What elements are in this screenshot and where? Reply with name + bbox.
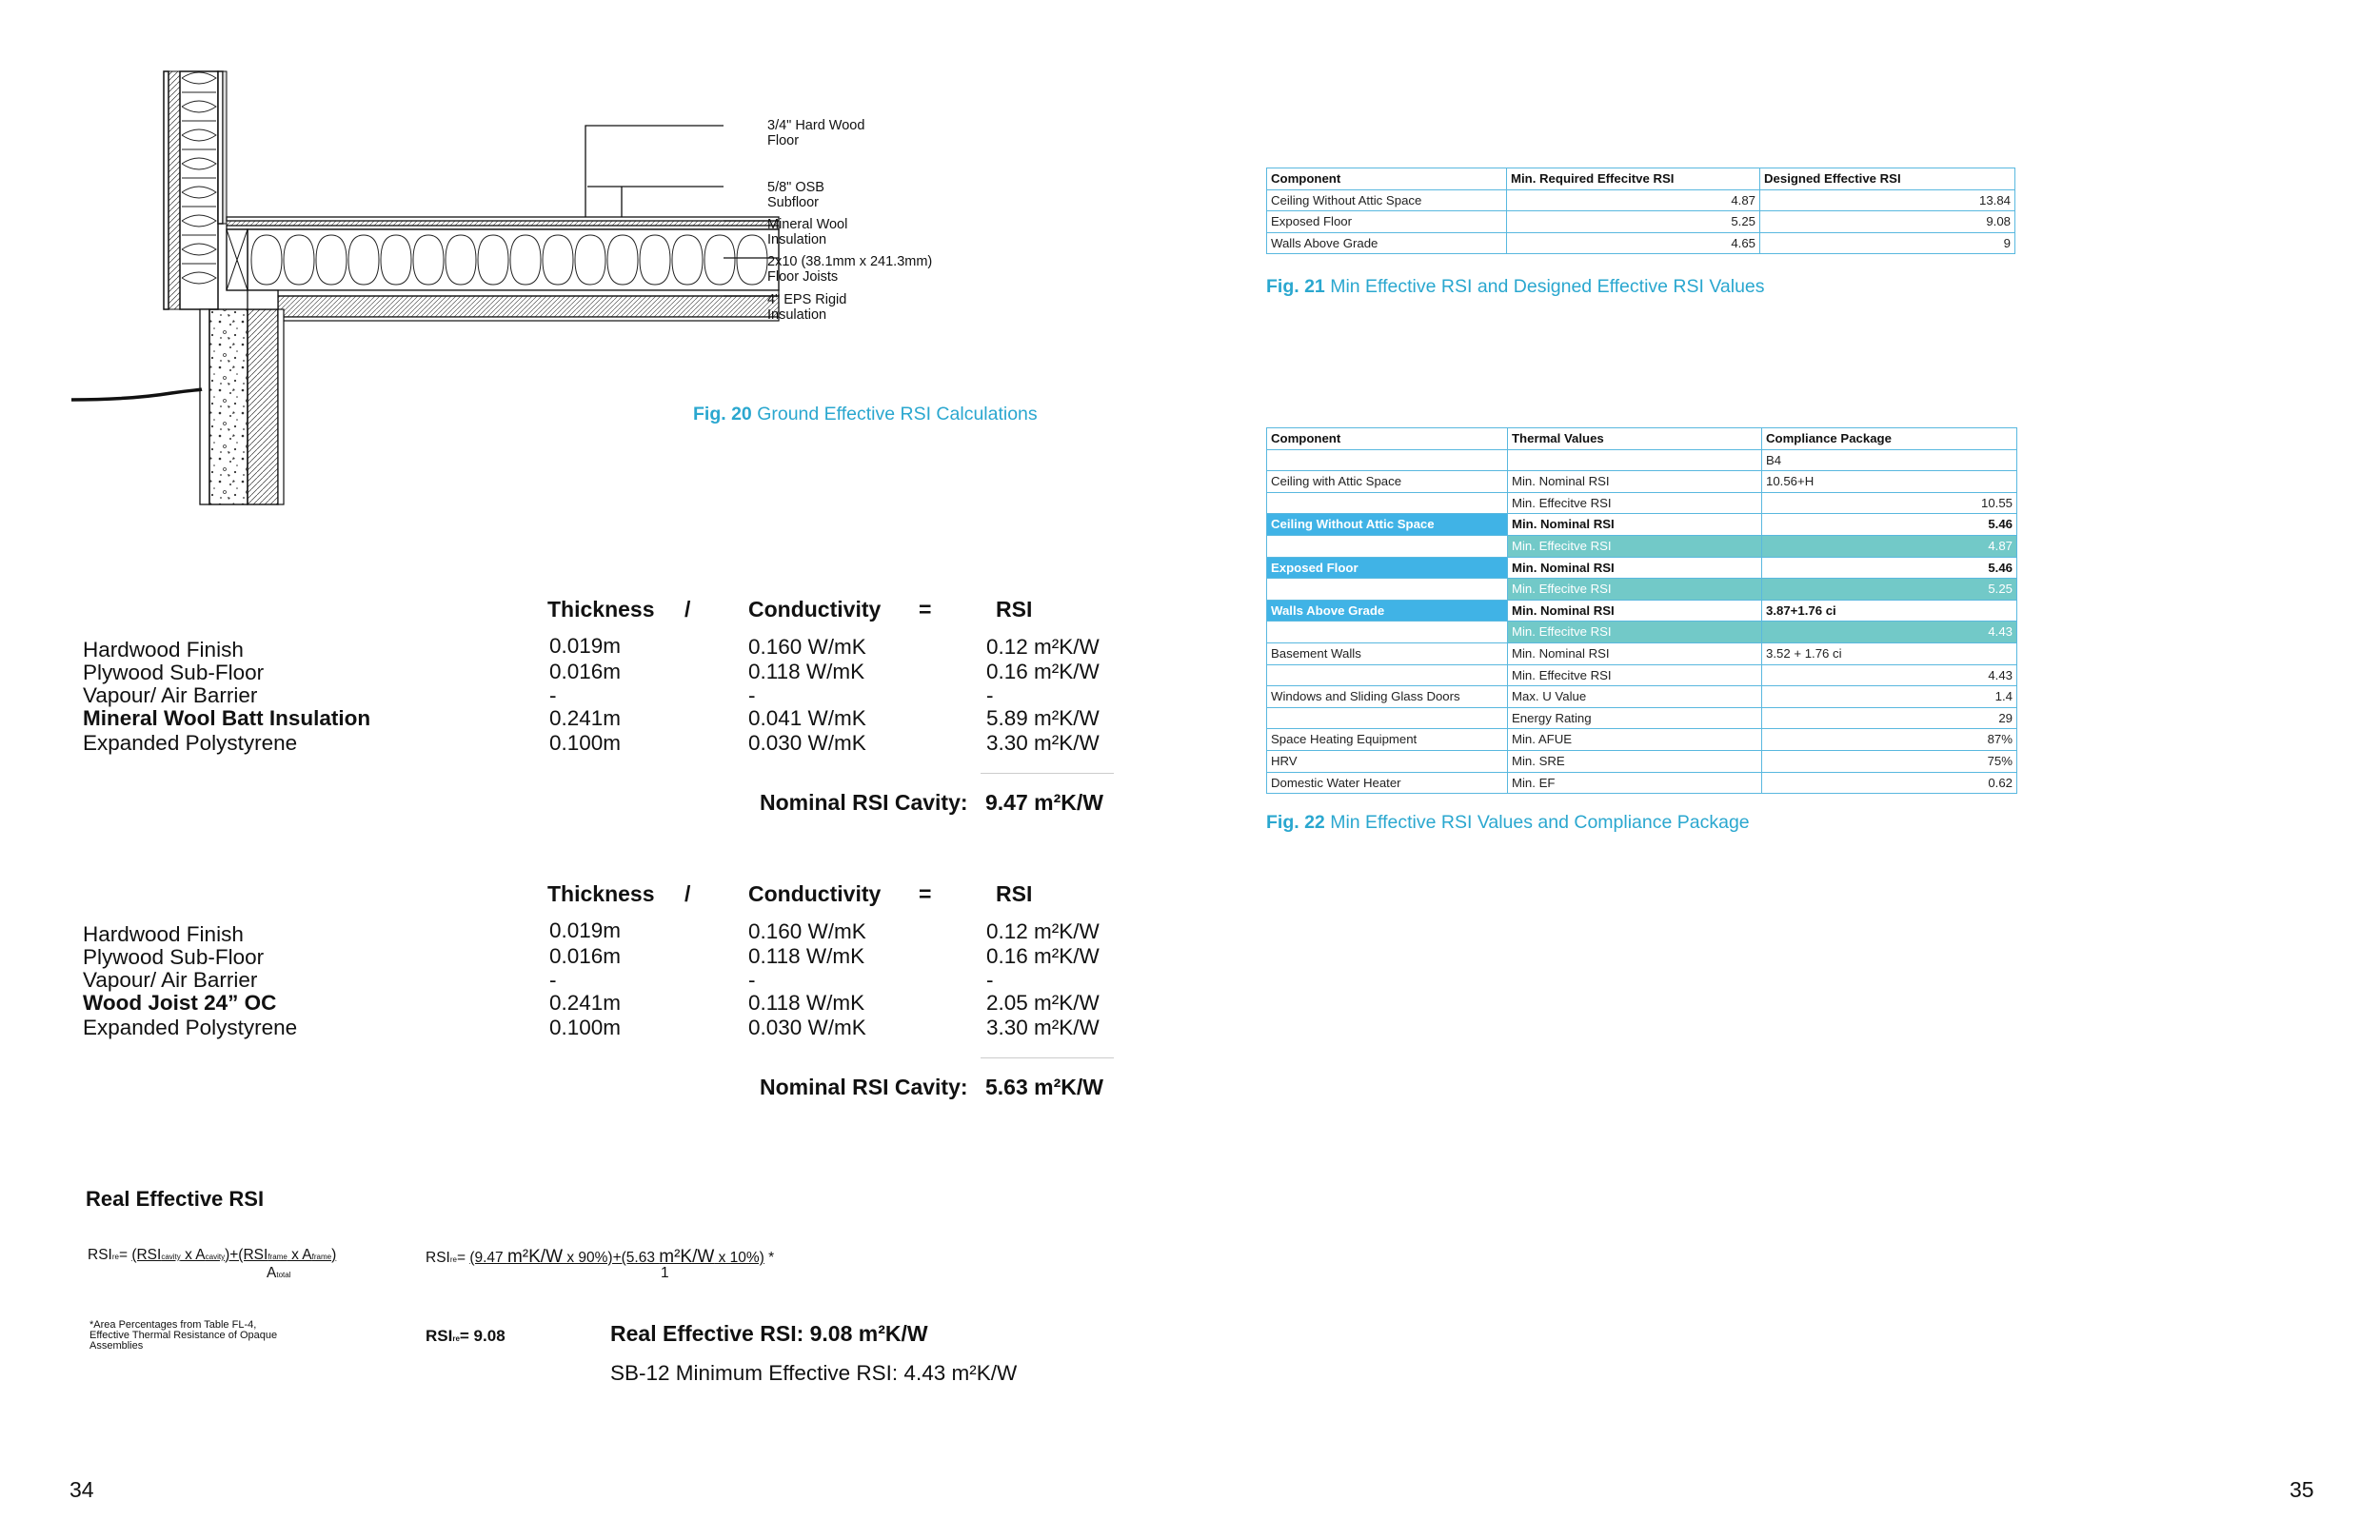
table-cell [1267, 449, 1508, 471]
table-cell: Ceiling Without Attic Space [1267, 514, 1508, 536]
annotation-line: 2x10 (38.1mm x 241.3mm) [767, 254, 933, 269]
table-cell: 0.62 [1762, 772, 2017, 794]
sum-divider [981, 773, 1114, 774]
annotation-line: Subfloor [767, 195, 820, 210]
table-cell [1267, 535, 1508, 557]
header-equals: = [919, 597, 932, 622]
table-cell: Min. Effecitve RSI [1508, 535, 1762, 557]
formula-text: * [764, 1250, 775, 1266]
table-cell: 5.46 [1762, 514, 2017, 536]
table-cell: 5.25 [1762, 579, 2017, 601]
table-cell: 87% [1762, 729, 2017, 751]
conductivity-value: 0.118 W/mK [748, 991, 865, 1015]
nominal-rsi-label: Nominal RSI Cavity: [760, 790, 968, 815]
table-cell: 9 [1760, 232, 2015, 254]
section-heading: Real Effective RSI [86, 1187, 265, 1211]
table-cell: 5.25 [1507, 211, 1760, 233]
table-cell [1267, 622, 1508, 643]
conductivity-value: 0.030 W/mK [748, 731, 866, 755]
table-cell: 13.84 [1760, 189, 2015, 211]
table-cell: Min. Effecitve RSI [1508, 622, 1762, 643]
thickness-value: 0.100m [549, 1016, 622, 1039]
annotation-eps-insulation [767, 292, 846, 323]
conductivity-value: - [748, 968, 756, 992]
header-rsi: RSI [996, 881, 1033, 906]
thickness-value: - [549, 968, 557, 992]
figure-22-caption [1266, 812, 1750, 834]
table-cell [1508, 449, 1762, 471]
table-cell: 5.46 [1762, 557, 2017, 579]
formula-text: x 10%) [714, 1250, 764, 1266]
formula-unit: m²K/W [506, 1247, 564, 1267]
formula-text: )+(RSI [225, 1247, 268, 1263]
note-line: Assemblies [89, 1340, 144, 1352]
table-row [1267, 232, 2015, 254]
thickness-value: 0.019m [549, 634, 622, 658]
table-cell [1267, 579, 1508, 601]
table-cell: Min. Nominal RSI [1508, 642, 1762, 664]
table-cell: Energy Rating [1508, 707, 1762, 729]
table-cell: 4.65 [1507, 232, 1760, 254]
material-name: Hardwood Finish [83, 922, 244, 946]
formula-subscript: frame [268, 1253, 288, 1261]
annotation-line: Insulation [767, 232, 827, 247]
table-cell: Space Heating Equipment [1267, 729, 1508, 751]
table-row [1267, 211, 2015, 233]
note-line: *Area Percentages from Table FL-4, [89, 1319, 257, 1331]
table-cell: Walls Above Grade [1267, 232, 1507, 254]
table-cell: Min. Effecitve RSI [1508, 492, 1762, 514]
table-cell: 10.55 [1762, 492, 2017, 514]
table-row-highlighted [1267, 514, 2017, 536]
table-header-cell: Designed Effective RSI [1760, 168, 2015, 190]
formula-numerator [469, 1247, 764, 1267]
page-number-right: 35 [2290, 1477, 2314, 1502]
formula-subscript: re [452, 1334, 460, 1343]
table-cell: Basement Walls [1267, 642, 1508, 664]
table-row [1267, 750, 2017, 772]
table-row-highlighted [1267, 622, 2017, 643]
annotation-floor-joists [767, 254, 932, 285]
nominal-rsi-label: Nominal RSI Cavity: [760, 1075, 968, 1099]
table-cell: 1.4 [1762, 686, 2017, 708]
conductivity-value: 0.160 W/mK [748, 919, 866, 943]
table-cell: Min. Effecitve RSI [1508, 664, 1762, 686]
table-cell: Ceiling Without Attic Space [1267, 189, 1507, 211]
table-cell: 3.52 + 1.76 ci [1762, 642, 2017, 664]
annotation-line: Mineral Wool [767, 217, 848, 232]
table-cell [1267, 664, 1508, 686]
header-thickness: Thickness [547, 597, 655, 622]
table-row-highlighted [1267, 579, 2017, 601]
material-name: Vapour/ Air Barrier [83, 683, 258, 707]
rsi-value: 0.12 m²K/W [986, 635, 1100, 659]
formula-subscript: total [276, 1271, 291, 1279]
table-row [1267, 492, 2017, 514]
table-row [1267, 471, 2017, 493]
formula-text: (RSI [131, 1247, 162, 1263]
material-name: Plywood Sub-Floor [83, 945, 265, 969]
table-row [1267, 729, 2017, 751]
formula-unit: m²K/W [659, 1247, 715, 1267]
table-22-compliance-package [1266, 427, 2017, 794]
annotation-hardwood-floor [767, 118, 864, 148]
rsi-substituted-formula [426, 1247, 774, 1268]
floor-assembly [227, 217, 779, 321]
thickness-value: 0.019m [549, 918, 622, 942]
formula-text: RSI [88, 1247, 112, 1263]
formula-text: = 9.08 [459, 1327, 506, 1345]
annotation-line: Insulation [767, 307, 827, 323]
table-cell: 4.43 [1762, 664, 2017, 686]
table-cell: Min. AFUE [1508, 729, 1762, 751]
material-name: Mineral Wool Batt Insulation [83, 706, 371, 730]
annotation-osb-subfloor [767, 180, 824, 210]
conductivity-value: - [748, 683, 756, 707]
formula-subscript: re [111, 1253, 119, 1261]
sb12-minimum-rsi: SB-12 Minimum Effective RSI: 4.43 m²K/W [610, 1361, 1018, 1385]
header-slash: / [684, 597, 691, 622]
material-name: Hardwood Finish [83, 638, 244, 661]
rsi-value: - [986, 683, 994, 707]
sum-divider [981, 1057, 1114, 1058]
nominal-rsi-value: 9.47 m²K/W [985, 790, 1103, 815]
header-conductivity: Conductivity [748, 881, 882, 906]
table-row-highlighted [1267, 557, 2017, 579]
table-cell: 75% [1762, 750, 2017, 772]
annotation-line: 4" EPS Rigid [767, 292, 847, 307]
table-cell: Min. Nominal RSI [1508, 600, 1762, 622]
rsi-result [426, 1327, 506, 1346]
table-row [1267, 707, 2017, 729]
table-cell: Min. Nominal RSI [1508, 471, 1762, 493]
formula-subscript: cavity [161, 1253, 181, 1261]
thickness-value: 0.241m [549, 991, 622, 1015]
header-equals: = [919, 881, 932, 906]
formula-numerator [131, 1247, 336, 1263]
formula-text: A [267, 1265, 277, 1281]
table-header-cell: Thermal Values [1508, 428, 1762, 450]
figure-number: Fig. 21 [1266, 276, 1325, 297]
table-cell: Min. Nominal RSI [1508, 514, 1762, 536]
table-cell: 3.87+1.76 ci [1762, 600, 2017, 622]
upper-wall [164, 71, 227, 309]
formula-denominator [267, 1265, 290, 1282]
table-header-cell: Component [1267, 428, 1508, 450]
header-rsi: RSI [996, 597, 1033, 622]
rsi-value: 0.16 m²K/W [986, 944, 1100, 968]
rsi-value: 2.05 m²K/W [986, 991, 1100, 1015]
rsi-value: 0.16 m²K/W [986, 660, 1100, 683]
page-number-left: 34 [69, 1477, 94, 1502]
table-cell: Windows and Sliding Glass Doors [1267, 686, 1508, 708]
formula-text: ) [331, 1247, 337, 1263]
formula-subscript: frame [311, 1253, 332, 1261]
table-header-cell: Component [1267, 168, 1507, 190]
table-header-row [1267, 168, 2015, 190]
table-cell: Domestic Water Heater [1267, 772, 1508, 794]
table-cell: 9.08 [1760, 211, 2015, 233]
annotation-line: Floor Joists [767, 269, 839, 285]
table-header-cell: Min. Required Effecitve RSI [1507, 168, 1760, 190]
material-name: Expanded Polystyrene [83, 1016, 298, 1039]
table-row-highlighted [1267, 535, 2017, 557]
rsi-value: - [986, 968, 994, 992]
table-cell: Min. EF [1508, 772, 1762, 794]
table-cell: 29 [1762, 707, 2017, 729]
table-row [1267, 642, 2017, 664]
formula-text: RSI [426, 1250, 450, 1266]
table-cell: 4.43 [1762, 622, 2017, 643]
table-cell: B4 [1762, 449, 2017, 471]
table-cell: 4.87 [1762, 535, 2017, 557]
table-cell: Exposed Floor [1267, 557, 1508, 579]
material-name: Vapour/ Air Barrier [83, 968, 258, 992]
table-header-row [1267, 428, 2017, 450]
formula-text: x 90%)+(5.63 [563, 1250, 660, 1266]
note-line: Effective Thermal Resistance of Opaque [89, 1330, 278, 1341]
table-row [1267, 664, 2017, 686]
formula-text: x A [287, 1247, 312, 1263]
nominal-rsi-value: 5.63 m²K/W [985, 1075, 1103, 1099]
table-cell: Min. SRE [1508, 750, 1762, 772]
table-cell: Ceiling with Attic Space [1267, 471, 1508, 493]
real-effective-rsi-result: Real Effective RSI: 9.08 m²K/W [610, 1321, 928, 1346]
formula-subscript: re [449, 1255, 457, 1264]
conductivity-value: 0.041 W/mK [748, 706, 866, 730]
figure-21-caption [1266, 276, 1765, 298]
table-cell [1267, 707, 1508, 729]
table-cell: Max. U Value [1508, 686, 1762, 708]
rsi-value: 0.12 m²K/W [986, 919, 1100, 943]
table-21-min-vs-designed-rsi [1266, 168, 2015, 254]
figure-text: Ground Effective RSI Calculations [757, 404, 1038, 424]
area-note [89, 1320, 277, 1352]
formula-text: x A [180, 1247, 206, 1263]
rsi-value: 3.30 m²K/W [986, 1016, 1100, 1039]
rsi-value: 5.89 m²K/W [986, 706, 1100, 730]
foundation-wall [200, 290, 284, 504]
conductivity-value: 0.118 W/mK [748, 660, 865, 683]
figure-number: Fig. 20 [693, 404, 752, 424]
material-name: Wood Joist 24” OC [83, 991, 277, 1015]
figure-number: Fig. 22 [1266, 812, 1325, 833]
formula-text: RSI [426, 1327, 453, 1345]
thickness-value: 0.016m [549, 660, 622, 683]
table-cell: Min. Effecitve RSI [1508, 579, 1762, 601]
table-cell [1267, 492, 1508, 514]
figure-20-caption [693, 404, 1038, 425]
rsi-formula [88, 1247, 336, 1264]
rsi-value: 3.30 m²K/W [986, 731, 1100, 755]
table-cell: 10.56+H [1762, 471, 2017, 493]
annotation-line: Floor [767, 133, 800, 148]
table-header-cell: Compliance Package [1762, 428, 2017, 450]
annotation-line: 5/8" OSB [767, 180, 824, 195]
formula-text: = [118, 1247, 132, 1263]
material-name: Expanded Polystyrene [83, 731, 298, 755]
material-name: Plywood Sub-Floor [83, 661, 265, 684]
figure-text: Min Effective RSI and Designed Effective RSI Values [1330, 276, 1765, 297]
thickness-value: 0.100m [549, 731, 622, 755]
formula-subscript: cavity [205, 1253, 226, 1261]
annotation-mineral-wool [767, 217, 847, 247]
formula-text: (9.47 [469, 1250, 507, 1266]
formula-text: = [456, 1250, 470, 1266]
figure-text: Min Effective RSI Values and Compliance Package [1330, 812, 1750, 833]
table-row-highlighted [1267, 600, 2017, 622]
table-cell: Walls Above Grade [1267, 600, 1508, 622]
table-cell: HRV [1267, 750, 1508, 772]
thickness-value: 0.016m [549, 944, 622, 968]
table-row [1267, 449, 2017, 471]
conductivity-value: 0.118 W/mK [748, 944, 865, 968]
table-row [1267, 189, 2015, 211]
table-cell: 4.87 [1507, 189, 1760, 211]
conductivity-value: 0.030 W/mK [748, 1016, 866, 1039]
thickness-value: 0.241m [549, 706, 622, 730]
header-conductivity: Conductivity [748, 597, 882, 622]
table-cell: Min. Nominal RSI [1508, 557, 1762, 579]
table-row [1267, 772, 2017, 794]
conductivity-value: 0.160 W/mK [748, 635, 866, 659]
formula-denominator: 1 [661, 1265, 669, 1281]
header-thickness: Thickness [547, 881, 655, 906]
table-row [1267, 686, 2017, 708]
header-slash: / [684, 881, 691, 906]
table-cell: Exposed Floor [1267, 211, 1507, 233]
grade-line [71, 389, 202, 400]
annotation-line: 3/4" Hard Wood [767, 118, 865, 133]
thickness-value: - [549, 683, 557, 707]
